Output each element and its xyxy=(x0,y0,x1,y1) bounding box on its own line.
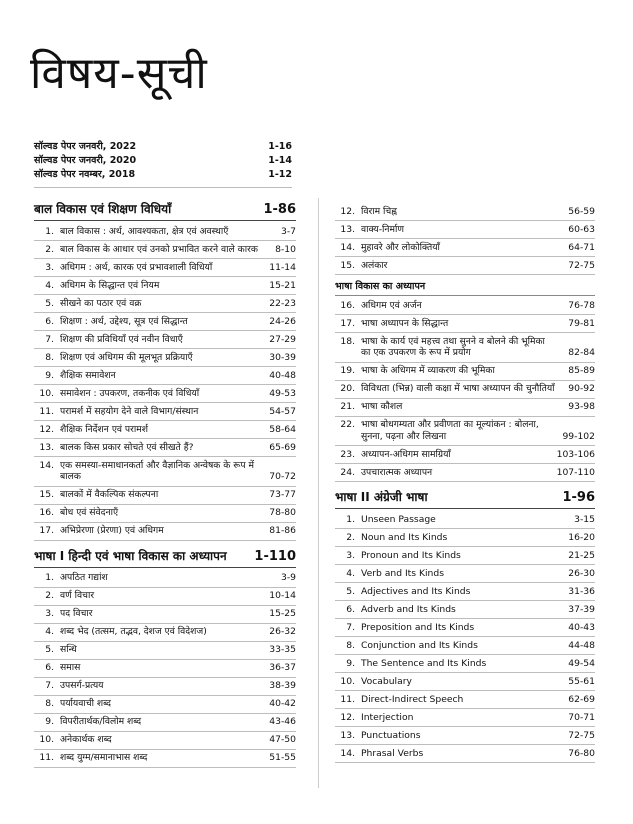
entry-number: 21. xyxy=(340,401,355,412)
entry-title: अनेकार्थक शब्द xyxy=(60,734,112,745)
entry-number: 23. xyxy=(340,448,355,460)
toc-entry[interactable] xyxy=(34,678,296,696)
page-title: विषय-सूची xyxy=(30,48,208,99)
toc-entry[interactable] xyxy=(335,257,595,275)
entry-number: 2. xyxy=(346,531,355,543)
entry-title: बालकों में वैकल्पिक संकल्पना xyxy=(60,489,159,500)
entry-pages: 55-61 xyxy=(568,675,595,687)
entry-pages: 56-59 xyxy=(568,205,595,217)
solved-paper-pages: 1-16 xyxy=(268,141,292,152)
entry-number: 16. xyxy=(39,507,54,518)
entry-pages: 22-23 xyxy=(269,297,296,309)
entry-number: 14. xyxy=(340,241,355,253)
toc-entry[interactable] xyxy=(34,660,296,678)
toc-entry[interactable] xyxy=(335,691,595,709)
entry-title: अधिगम एवं अर्जन xyxy=(361,299,422,311)
entry-number: 3. xyxy=(45,261,54,273)
toc-entry[interactable] xyxy=(34,223,296,241)
column-divider xyxy=(318,198,319,788)
toc-entry[interactable] xyxy=(34,606,296,624)
entry-number: 5. xyxy=(45,644,54,655)
toc-entry[interactable] xyxy=(335,464,595,482)
entry-number: 11. xyxy=(340,693,355,705)
entry-number: 13. xyxy=(340,223,355,235)
entry-title: अपठित गद्यांश xyxy=(60,572,108,583)
entry-title: वर्ण विचार xyxy=(60,590,95,601)
solved-paper-row[interactable] xyxy=(34,154,292,168)
entry-number: 8. xyxy=(45,351,54,363)
entry-title: वाक्य-निर्माण xyxy=(361,223,405,235)
entry-number: 15. xyxy=(340,259,355,271)
entry-pages: 33-35 xyxy=(269,644,296,655)
entry-title: शिक्षण एवं अधिगम की मूलभूत प्रक्रियाएँ xyxy=(60,351,193,363)
entry-pages: 62-69 xyxy=(568,693,595,705)
entry-number: 1. xyxy=(45,225,54,237)
entry-number: 8. xyxy=(45,698,54,709)
entry-title: Preposition and Its Kinds xyxy=(361,621,475,633)
entry-title: अध्यापन-अधिगम सामग्रियाँ xyxy=(361,448,451,460)
toc-entry[interactable] xyxy=(335,297,595,315)
entry-title: भाषा के कार्य एवं महत्त्व तथा सुनने व बोलने की भूमिका का एक उपकरण के रूप में प्रयोग xyxy=(361,335,545,358)
entry-number: 17. xyxy=(340,317,355,329)
entry-number: 11. xyxy=(39,752,54,763)
entry-number: 2. xyxy=(45,243,54,255)
toc-entry[interactable] xyxy=(34,349,296,367)
entry-pages: 38-39 xyxy=(269,680,296,691)
entry-title: Vocabulary xyxy=(361,675,412,687)
entry-pages: 44-48 xyxy=(568,639,595,651)
solved-paper-label: सॉल्वड पेपर जनवरी, 2020 xyxy=(34,155,137,166)
entry-number: 4. xyxy=(45,626,54,637)
entry-number: 22. xyxy=(340,419,355,430)
entry-number: 4. xyxy=(45,279,54,291)
toc-entry[interactable] xyxy=(335,547,595,565)
section-title: भाषा II अंग्रेजी भाषा xyxy=(335,490,428,504)
entry-pages: 65-69 xyxy=(269,441,296,453)
entry-pages: 72-75 xyxy=(568,729,595,741)
entry-number: 7. xyxy=(346,621,355,633)
entry-pages: 11-14 xyxy=(269,261,296,273)
solved-paper-row[interactable] xyxy=(34,140,292,154)
entry-number: 10. xyxy=(340,675,355,687)
entry-number: 12. xyxy=(340,711,355,723)
entry-pages: 3-7 xyxy=(280,225,296,237)
toc-entry[interactable] xyxy=(335,601,595,619)
toc-entry[interactable] xyxy=(335,221,595,239)
entry-title: Unseen Passage xyxy=(361,513,436,525)
entry-number: 13. xyxy=(39,441,54,453)
entry-title: Pronoun and Its Kinds xyxy=(361,549,461,561)
section-heading xyxy=(34,200,296,221)
entry-pages: 72-75 xyxy=(568,259,595,271)
toc-entry[interactable] xyxy=(335,446,595,464)
entry-title: पर्यायवाची शब्द xyxy=(60,698,112,709)
toc-entry[interactable] xyxy=(34,259,296,277)
entry-number: 14. xyxy=(340,747,355,759)
entry-pages: 60-63 xyxy=(568,223,595,235)
solved-paper-label: सॉल्वड पेपर जनवरी, 2022 xyxy=(34,141,137,152)
toc-entry[interactable] xyxy=(335,239,595,257)
entry-pages: 40-48 xyxy=(269,369,296,381)
entry-title: विराम चिह्न xyxy=(361,205,397,217)
toc-entry[interactable] xyxy=(34,714,296,732)
entry-pages: 54-57 xyxy=(269,405,296,417)
entry-pages: 47-50 xyxy=(269,734,296,745)
section-heading xyxy=(34,547,296,568)
entry-pages: 21-25 xyxy=(568,549,595,561)
entry-pages: 26-32 xyxy=(269,626,296,637)
entry-title: बाल विकास : अर्थ, आवश्यकता, क्षेत्र एवं अवस्थाएँ xyxy=(60,225,229,237)
entry-number: 3. xyxy=(45,608,54,619)
entry-pages: 3-15 xyxy=(574,513,595,525)
entry-number: 6. xyxy=(45,315,54,327)
entry-number: 14. xyxy=(39,459,54,471)
entry-pages: 73-77 xyxy=(269,489,296,500)
entry-pages: 36-37 xyxy=(269,662,296,673)
toc-entry[interactable] xyxy=(34,241,296,259)
entry-title: भाषा के अधिगम में व्याकरण की भूमिका xyxy=(361,365,495,376)
subsection-heading: भाषा विकास का अध्यापन xyxy=(335,275,595,296)
entry-pages: 26-30 xyxy=(568,567,595,579)
solved-papers-list xyxy=(34,140,292,182)
section-title: बाल विकास एवं शिक्षण विधियाँ xyxy=(34,202,172,216)
entry-pages: 24-26 xyxy=(269,315,296,327)
toc-entry[interactable] xyxy=(34,696,296,714)
entry-number: 15. xyxy=(39,489,54,500)
toc-entry[interactable] xyxy=(335,673,595,691)
entry-title: Interjection xyxy=(361,711,414,723)
entry-title: Phrasal Verbs xyxy=(361,747,424,759)
solved-paper-pages: 1-14 xyxy=(268,155,292,166)
entry-pages: 37-39 xyxy=(568,603,595,615)
section-title: भाषा I हिन्दी एवं भाषा विकास का अध्यापन xyxy=(34,548,227,563)
entry-number: 19. xyxy=(340,365,355,376)
toc-entry[interactable] xyxy=(34,523,296,541)
entry-pages: 43-46 xyxy=(269,716,296,727)
toc-entry[interactable] xyxy=(335,619,595,637)
entry-number: 7. xyxy=(45,333,54,345)
toc-entry[interactable] xyxy=(34,570,296,588)
toc-entry[interactable] xyxy=(335,655,595,673)
entry-pages: 64-71 xyxy=(568,241,595,253)
toc-entry[interactable] xyxy=(34,642,296,660)
entry-pages: 90-92 xyxy=(568,383,595,394)
entry-number: 9. xyxy=(346,657,355,669)
entry-title: शैक्षिक निर्देशन एवं परामर्श xyxy=(60,423,149,435)
entry-title: Verb and Its Kinds xyxy=(361,567,444,579)
entry-pages: 16-20 xyxy=(568,531,595,543)
toc-entry[interactable] xyxy=(335,203,595,221)
entry-title: भाषा बोधगम्यता और प्रवीणता का मूल्यांकन : बोलना, सुनना, पढ़ना और लिखना xyxy=(361,419,539,442)
entry-title: शिक्षण की प्रविधियाँ एवं नवीन विधाएँ xyxy=(60,333,183,345)
entry-pages: 82-84 xyxy=(568,347,595,358)
entry-title: Punctuations xyxy=(361,729,421,741)
entry-number: 4. xyxy=(346,567,355,579)
section-page-range: 1-96 xyxy=(562,490,595,505)
toc-entry[interactable] xyxy=(34,750,296,768)
toc-entry[interactable] xyxy=(335,529,595,547)
entry-title: उपसर्ग-प्रत्यय xyxy=(60,680,104,691)
entry-pages: 30-39 xyxy=(269,351,296,363)
toc-entry[interactable] xyxy=(335,727,595,745)
entry-number: 17. xyxy=(39,525,54,536)
entry-number: 11. xyxy=(39,405,54,417)
entry-title: बाल विकास के आधार एवं उनको प्रभावित करने वाले कारक xyxy=(60,243,258,255)
entry-title: शब्द भेद (तत्सम, तद्भव, देशज एवं विदेशज) xyxy=(60,626,207,637)
entry-number: 3. xyxy=(346,549,355,561)
entry-title: Adjectives and Its Kinds xyxy=(361,585,471,597)
entry-title: Noun and Its Kinds xyxy=(361,531,448,543)
entry-title: समास xyxy=(60,662,81,673)
entry-title: अलंकार xyxy=(361,259,388,271)
entry-number: 12. xyxy=(340,205,355,217)
entry-number: 16. xyxy=(340,299,355,311)
entry-pages: 70-71 xyxy=(568,711,595,723)
entry-number: 9. xyxy=(45,369,54,381)
toc-entry[interactable] xyxy=(34,385,296,403)
entry-pages: 40-42 xyxy=(269,698,296,709)
toc-entry[interactable] xyxy=(34,421,296,439)
entry-title: The Sentence and Its Kinds xyxy=(361,657,487,669)
entry-pages: 31-36 xyxy=(568,585,595,597)
divider xyxy=(34,187,292,188)
toc-entry[interactable] xyxy=(34,487,296,505)
toc-entry[interactable] xyxy=(34,732,296,750)
toc-entry[interactable] xyxy=(34,313,296,331)
entry-pages: 10-14 xyxy=(269,590,296,601)
entry-pages: 81-86 xyxy=(269,525,296,536)
entry-title: एक समस्या-समाधानकर्ता और वैज्ञानिक अन्वेषक के रूप में बालक xyxy=(60,459,254,482)
entry-title: मुहावरे और लोकोक्तियाँ xyxy=(361,241,440,253)
left-column xyxy=(34,200,296,768)
toc-entry[interactable] xyxy=(335,417,595,447)
entry-pages: 99-102 xyxy=(562,430,595,442)
entry-pages: 76-78 xyxy=(568,299,595,311)
toc-entry[interactable] xyxy=(34,439,296,457)
entry-number: 20. xyxy=(340,383,355,394)
entry-number: 8. xyxy=(346,639,355,651)
entry-title: Adverb and Its Kinds xyxy=(361,603,456,615)
section-page-range: 1-110 xyxy=(254,548,296,564)
entry-pages: 15-25 xyxy=(269,608,296,619)
solved-paper-label: सॉल्वड पेपर नवम्बर, 2018 xyxy=(34,169,136,180)
entry-title: Direct-Indirect Speech xyxy=(361,693,464,705)
entry-pages: 8-10 xyxy=(275,243,296,255)
entry-title: विविधता (भिन्न) वाली कक्षा में भाषा अध्यापन की चुनौतियाँ xyxy=(361,383,555,394)
entry-pages: 27-29 xyxy=(269,333,296,345)
entry-pages: 93-98 xyxy=(568,401,595,412)
entry-title: भाषा अध्यापन के सिद्धान्त xyxy=(361,317,449,329)
entry-title: शब्द युग्म/समानाभास शब्द xyxy=(60,752,148,763)
entry-number: 10. xyxy=(39,734,54,745)
entry-title: शैक्षिक समावेशन xyxy=(60,369,116,381)
entry-title: परामर्श में सहयोग देने वाले विभाग/संस्थान xyxy=(60,405,199,417)
toc-entry[interactable] xyxy=(34,277,296,295)
entry-pages: 78-80 xyxy=(269,507,296,518)
entry-title: भाषा कौशल xyxy=(361,401,403,412)
section-page-range: 1-86 xyxy=(263,202,296,217)
toc-entry[interactable] xyxy=(335,583,595,601)
right-column xyxy=(335,203,595,763)
entry-number: 10. xyxy=(39,387,54,399)
entry-pages: 49-53 xyxy=(269,387,296,399)
entry-title: पद विचार xyxy=(60,608,93,619)
toc-entry[interactable] xyxy=(34,331,296,349)
entry-number: 12. xyxy=(39,423,54,435)
entry-number: 6. xyxy=(346,603,355,615)
toc-entry[interactable] xyxy=(335,399,595,417)
entry-pages: 58-64 xyxy=(269,423,296,435)
entry-pages: 107-110 xyxy=(556,466,595,478)
entry-pages: 76-80 xyxy=(568,747,595,759)
toc-entry[interactable] xyxy=(34,295,296,313)
entry-title: अधिगम के सिद्धान्त एवं नियम xyxy=(60,279,160,291)
entry-title: बालक किस प्रकार सोचते एवं सीखते हैं? xyxy=(60,441,194,453)
entry-title: उपचारात्मक अध्यापन xyxy=(361,466,433,478)
toc-entry[interactable] xyxy=(34,505,296,523)
solved-paper-row[interactable] xyxy=(34,168,292,182)
toc-entry[interactable] xyxy=(335,565,595,583)
entry-number: 7. xyxy=(45,680,54,691)
entry-number: 13. xyxy=(340,729,355,741)
toc-entry[interactable] xyxy=(34,403,296,421)
entry-number: 24. xyxy=(340,466,355,478)
entry-pages: 51-55 xyxy=(269,752,296,763)
entry-title: बोध एवं संवेदनाएँ xyxy=(60,507,119,518)
toc-entry[interactable] xyxy=(335,637,595,655)
entry-title: शिक्षण : अर्थ, उद्देश्य, सूत्र एवं सिद्धान्त xyxy=(60,315,188,327)
entry-title: अभिप्रेरणा (प्रेरणा) एवं अधिगम xyxy=(60,525,164,536)
solved-paper-pages: 1-12 xyxy=(268,169,292,180)
entry-number: 5. xyxy=(346,585,355,597)
toc-entry[interactable] xyxy=(335,511,595,529)
entry-pages: 85-89 xyxy=(568,365,595,376)
entry-number: 9. xyxy=(45,716,54,727)
toc-entry[interactable] xyxy=(335,333,595,363)
entry-title: सन्धि xyxy=(60,644,77,655)
entry-number: 1. xyxy=(346,513,355,525)
entry-pages: 70-72 xyxy=(269,471,296,482)
toc-entry[interactable] xyxy=(34,367,296,385)
entry-pages: 40-43 xyxy=(568,621,595,633)
toc-entry[interactable] xyxy=(335,709,595,727)
section-heading xyxy=(335,488,595,509)
toc-entry[interactable] xyxy=(335,745,595,763)
entry-number: 1. xyxy=(45,572,54,583)
entry-pages: 103-106 xyxy=(556,448,595,460)
toc-entry[interactable] xyxy=(34,588,296,606)
entry-title: सीखने का पठार एवं वक्र xyxy=(60,297,142,309)
entry-pages: 79-81 xyxy=(568,317,595,329)
entry-title: विपरीतार्थक/विलोम शब्द xyxy=(60,716,142,727)
toc-entry[interactable] xyxy=(335,381,595,399)
entry-number: 18. xyxy=(340,335,355,347)
entry-number: 6. xyxy=(45,662,54,673)
toc-entry[interactable] xyxy=(335,315,595,333)
entry-pages: 49-54 xyxy=(568,657,595,669)
toc-entry[interactable] xyxy=(335,363,595,381)
entry-pages: 15-21 xyxy=(269,279,296,291)
entry-pages: 3-9 xyxy=(280,572,296,583)
entry-title: अधिगम : अर्थ, कारक एवं प्रभावशाली विधियाँ xyxy=(60,261,213,273)
entry-number: 5. xyxy=(45,297,54,309)
entry-title: समावेशन : उपकरण, तकनीक एवं विधियाँ xyxy=(60,387,200,399)
toc-entry[interactable] xyxy=(34,457,296,487)
entry-number: 2. xyxy=(45,590,54,601)
toc-entry[interactable] xyxy=(34,624,296,642)
entry-title: Conjunction and Its Kinds xyxy=(361,639,478,651)
